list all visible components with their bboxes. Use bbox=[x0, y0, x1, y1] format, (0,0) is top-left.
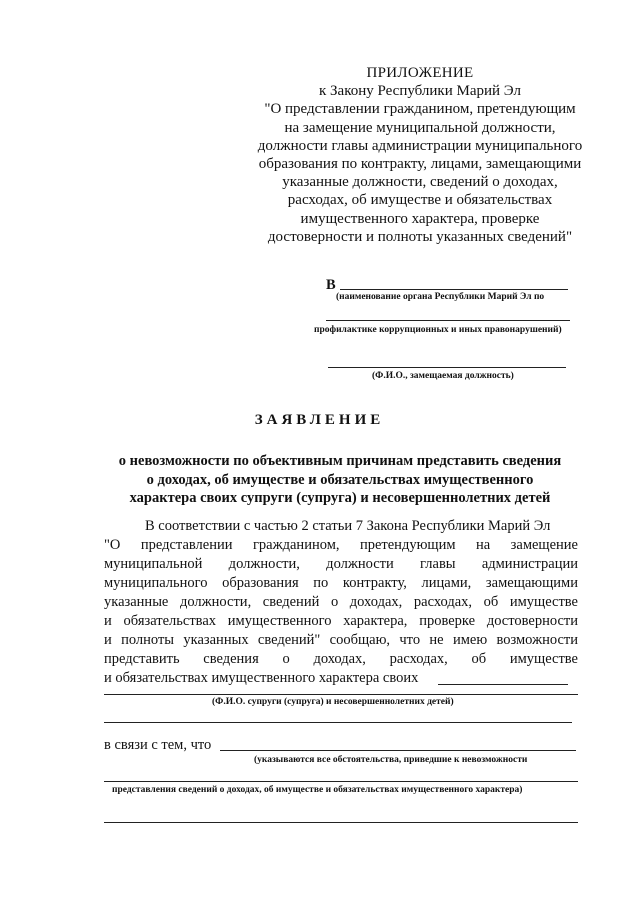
appendix-line: расходах, об имуществе и обязательствах bbox=[287, 192, 553, 209]
spouse-field-2[interactable] bbox=[104, 722, 572, 723]
reason-prefix: в связи с тем, что bbox=[104, 737, 212, 753]
appendix-line: образования по контракту, лицами, замещающими bbox=[258, 156, 582, 173]
body-line: и обязательствах имущественного характера, проверке достоверности bbox=[104, 613, 578, 629]
body-line: представить сведения о доходах, расходах, об имуществе bbox=[104, 651, 578, 667]
document-heading: ЗАЯВЛЕНИЕ bbox=[254, 412, 385, 428]
appendix-header bbox=[250, 64, 590, 246]
reason-hint-2: представления сведений о доходах, об имуществе и обязательствах имущественного характера) bbox=[112, 785, 523, 795]
spouse-field-inline[interactable] bbox=[438, 684, 568, 685]
reason-field[interactable] bbox=[220, 750, 576, 751]
document-subheading bbox=[100, 452, 580, 508]
reason-field-3[interactable] bbox=[104, 822, 578, 823]
body-line: муниципальной должности, должности главы администрации bbox=[104, 556, 578, 572]
subheading-line: характера своих супруги (супруга) и несовершеннолетних детей bbox=[129, 490, 551, 506]
appendix-title: ПРИЛОЖЕНИЕ bbox=[366, 65, 474, 81]
reason-field-2[interactable] bbox=[104, 781, 578, 782]
spouse-hint: (Ф.И.О. супруги (супруга) и несовершеннолетних детей) bbox=[212, 697, 454, 707]
addressee-organ-hint-1: (наименование органа Республики Марий Эл по bbox=[336, 292, 545, 302]
body-line: и полноты указанных сведений" сообщаю, что не имею возможности bbox=[104, 632, 578, 648]
body-line: муниципального образования по контракту, лицами, замещающими bbox=[104, 575, 578, 591]
addressee-fio-field[interactable] bbox=[328, 367, 566, 368]
addressee-organ-field-2[interactable] bbox=[326, 320, 570, 321]
addressee-organ-field[interactable] bbox=[340, 289, 568, 290]
appendix-line: должности главы администрации муниципального bbox=[257, 137, 583, 154]
appendix-line: на замещение муниципальной должности, bbox=[284, 119, 556, 136]
appendix-line: имущественного характера, проверке bbox=[300, 210, 540, 227]
body-line: В соответствии с частью 2 статьи 7 Закона Республики Марий Эл bbox=[145, 518, 551, 534]
addressee-organ-hint-2: профилактике коррупционных и иных правонарушений) bbox=[314, 325, 562, 335]
appendix-line: указанные должности, сведений о доходах, bbox=[282, 174, 558, 191]
appendix-line: достоверности и полноты указанных сведений" bbox=[267, 228, 573, 245]
subheading-line: о доходах, об имуществе и обязательствах имущественного bbox=[146, 471, 534, 488]
subheading-line: о невозможности по объективным причинам представить сведения bbox=[118, 453, 562, 469]
reason-hint-1: (указываются все обстоятельства, приведшие к невозможности bbox=[254, 755, 528, 765]
body-line: "О представлении гражданином, претендующим на замещение bbox=[104, 537, 578, 553]
addressee-fio-hint: (Ф.И.О., замещаемая должность) bbox=[372, 371, 514, 381]
body-line: и обязательствах имущественного характера своих bbox=[104, 670, 419, 686]
addressee-prefix: В bbox=[326, 277, 336, 293]
spouse-field[interactable] bbox=[104, 694, 578, 695]
body-line: указанные должности, сведений о доходах, расходах, об имуществе bbox=[104, 594, 578, 610]
appendix-line: к Закону Республики Марий Эл bbox=[318, 83, 521, 100]
appendix-line: "О представлении гражданином, претендующим bbox=[264, 101, 576, 118]
